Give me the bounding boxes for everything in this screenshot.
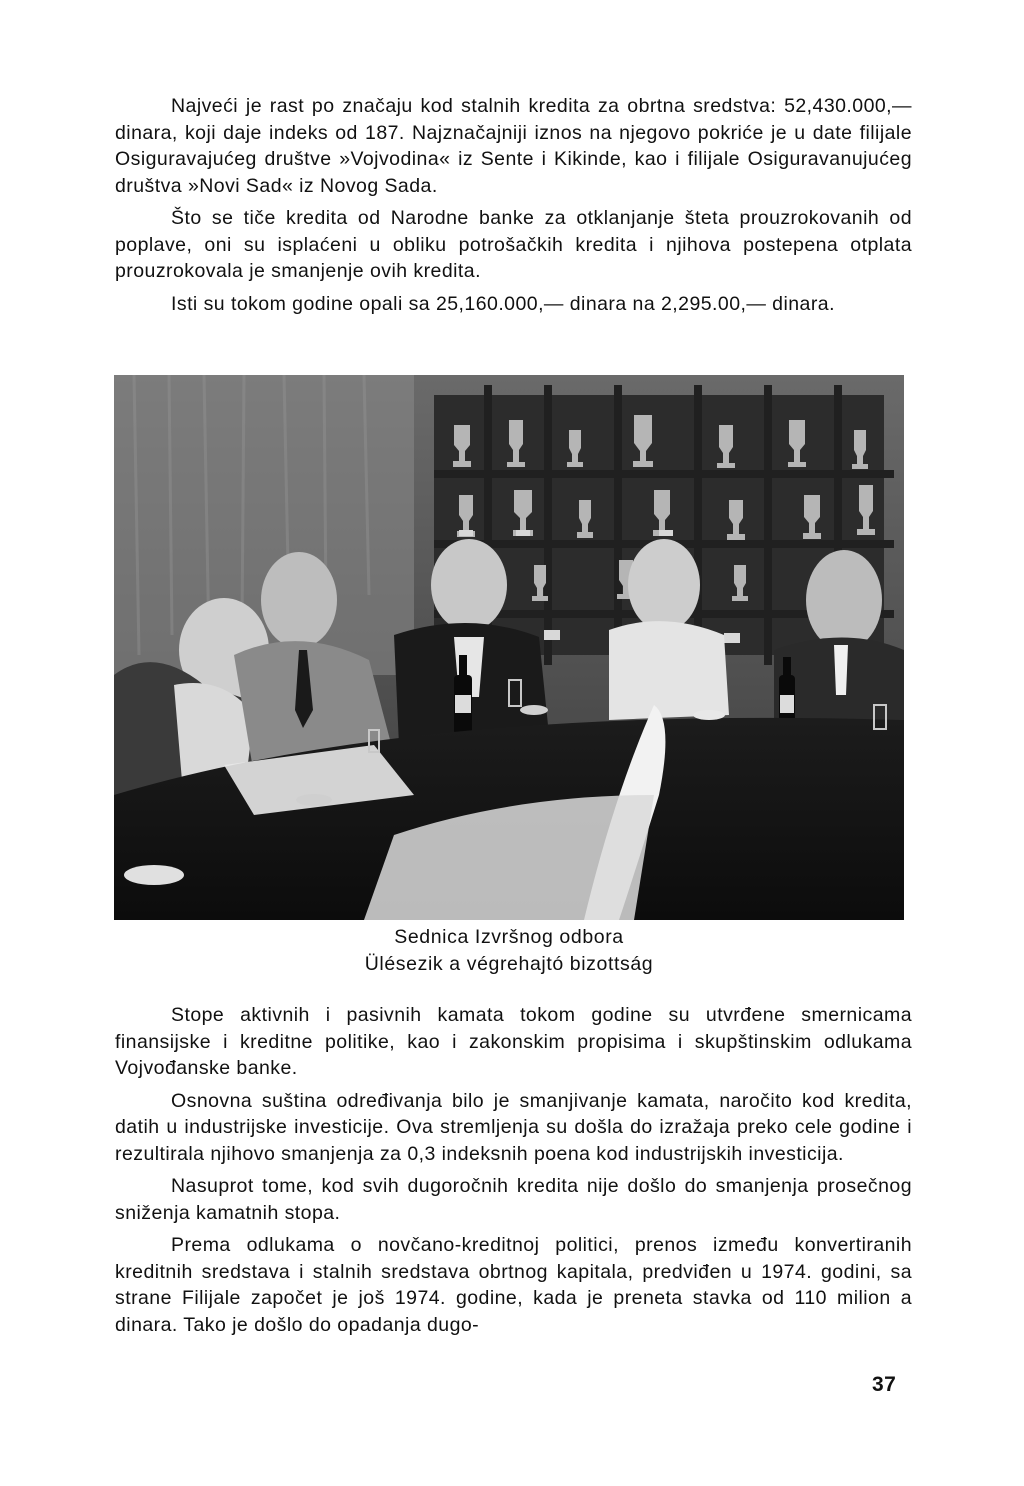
meeting-photo	[114, 375, 904, 920]
paragraph-opali: Isti su tokom godine opali sa 25,160.000,— dinara na 2,295.00,— dinara.	[171, 292, 835, 315]
page-number: 37	[872, 1373, 897, 1396]
meeting-photo-illustration	[114, 375, 904, 920]
paragraph-stope-kamata: Stope aktivnih i pasivnih kamata tokom godine su utvrđene smernicama finansijske i kreditne politike, kao i zakonskim propisima i skupštinskim odlukama Vojvođanske banke.	[115, 1004, 912, 1079]
bottom-text-block	[115, 1002, 912, 1344]
paragraph-narodna-banka: Što se tiče kredita od Narodne banke za otklanjanje šteta prouzrokovanih od poplave, oni su isplaćeni u obliku potrošačkih kredita i njihova postepena otplata prouzrokovala je smanjenje ovih kredita.	[115, 207, 912, 282]
paragraph-osnovna-sustina: Osnovna suština određivanja bilo je smanjivanje kamata, naročito kod kredita, datih u industrijske investicije. Ova stremljenja su došla do izražaja preko cele godine i rezultirala njihovo smanjenja za 0,3 indeksnih poena kod industrijskih investicija.	[115, 1089, 912, 1165]
photo-caption-serbian: Sednica Izvršnog odbora	[394, 926, 624, 948]
paragraph-prema-odlukama: Prema odlukama o novčano-kreditnoj politici, prenos između konvertiranih kreditnih sredstava i stalnih sredstava obrtnog kapitala, predviđen u 1974. godini, sa strane Filijale započet je još 1974. godine, kada je preneta stavka od 110 milion a dinara. Tako je došlo do opadanja dugo-	[115, 1234, 912, 1336]
photo-caption-hungarian: Ülésezik a végrehajtó bizottság	[364, 953, 654, 975]
paragraph-stalni-krediti: Najveći je rast po značaju kod stalnih kredita za obrtna sredstva: 52,430.000,— dinara, koji daje indeks od 187. Najznačajniji iznos na njegovo pokriće je u date filijale Osiguravajućeg društve »Vojvodina« iz Sente i Kikinde, kao i filijale Osiguravanujućeg društva »Novi Sad« iz Novog Sada.	[115, 95, 912, 197]
paragraph-nasuprot-tome: Nasuprot tome, kod svih dugoročnih kredita nije došlo do smanjenja prosečnog sniženja kamatnih stopa.	[115, 1175, 912, 1224]
top-text-block	[115, 93, 912, 323]
